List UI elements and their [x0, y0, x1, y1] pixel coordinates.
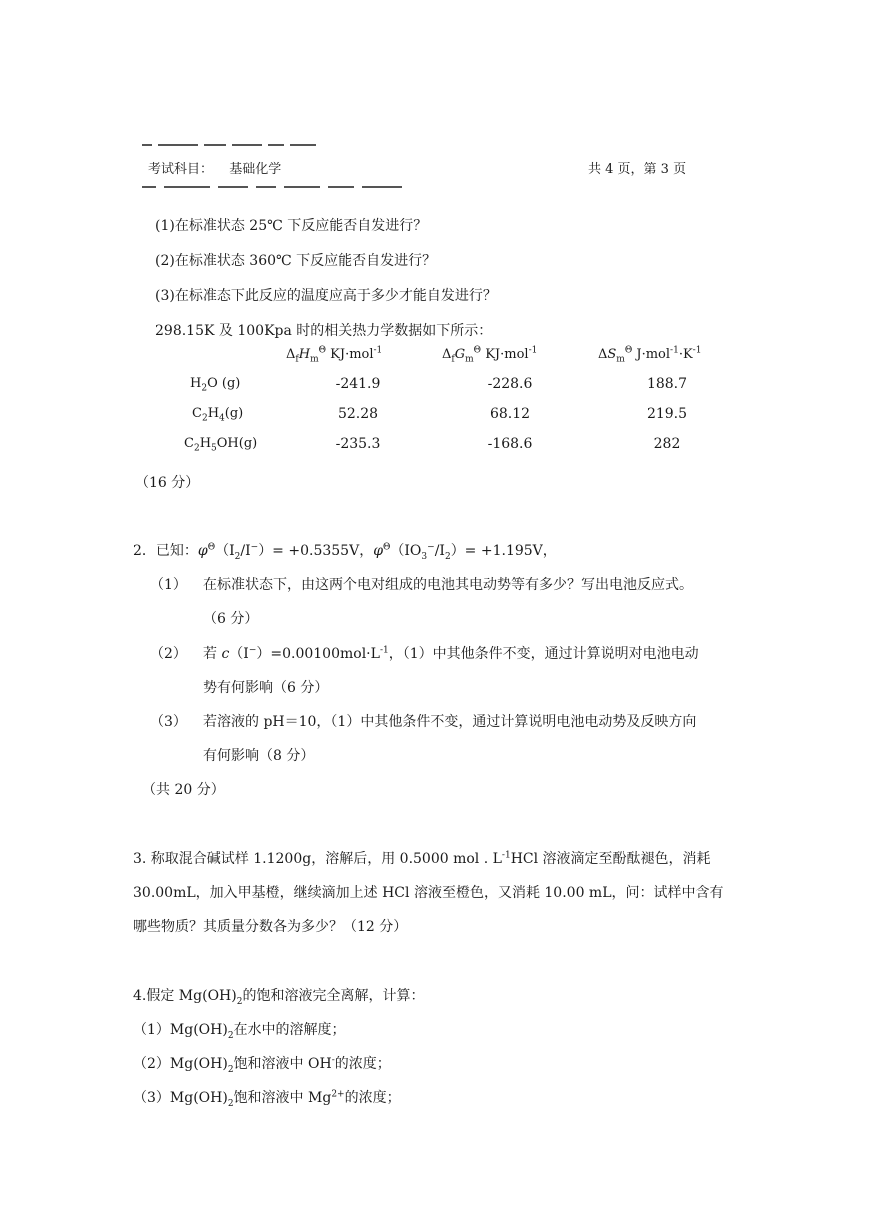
- q4-sub-1: $(1)Mg(OH)_2$在水中的溶解度；: [133, 1022, 346, 1041]
- table-cell: 219.5: [646, 406, 688, 422]
- q2-stem: 2．已知：$\varphi^\Theta(I_2/I^-)= +0.5355V$，$\varphi^\Theta(IO_3^-/I_2)= +1.195V$，: [133, 542, 557, 562]
- page-info: 共 4 页，第 3 页: [588, 162, 687, 177]
- table-col-header-gibbs: $\Delta_fG_m^\Theta$ KJ·mol$^{-1}$: [442, 345, 538, 365]
- table-species-c2h5oh: $C_2H_5OH(g)$: [184, 436, 258, 454]
- q2-item-number: （3）: [150, 714, 187, 730]
- q2-item-3-line-1: 若溶液的 pH＝10，（1）中其他条件不变，通过计算说明电池电动势及反映方向: [203, 714, 697, 730]
- table-cell: 52.28: [337, 406, 379, 422]
- table-cell: -235.3: [335, 436, 381, 452]
- q1-sub-3: (3)在标准态下此反应的温度应高于多少才能自发进行？: [155, 288, 497, 304]
- q2-total-score: （共 20 分）: [142, 782, 225, 798]
- table-cell: 68.12: [489, 406, 531, 422]
- q3-line-1: 3. 称取混合碱试样 1.1200g，溶解后，用 0.5000 mol . $L^{-1}HCl$ 溶液滴定至酚酞褪色，消耗: [133, 850, 711, 867]
- q3-line-2: 30.00mL，加入甲基橙，继续滴加上述 HCl 溶液至橙色，又消耗 10.00 mL，问：试样中含有: [133, 885, 724, 901]
- q1-sub-2: (2)在标准状态 360℃ 下反应能否自发进行？: [155, 253, 437, 269]
- q2-item-2-line-1: 若 $c(I^-)=0.00100mol\cdot L^{-1}$，（1）中其他条件不变，通过计算说明对电池电动: [203, 645, 699, 662]
- table-species-h2o: $H_2O$ (g): [190, 376, 241, 394]
- table-cell: 282: [653, 436, 681, 452]
- q2-item-1-line-1: 在标准状态下，由这两个电对组成的电池其电动势等有多少？写出电池反应式。: [203, 577, 693, 593]
- q4-sub-2: $(2)Mg(OH)_2$饱和溶液中 OH-的浓度；: [133, 1055, 391, 1075]
- table-cell: 188.7: [646, 376, 688, 392]
- table-col-header-enthalpy: $\Delta_fH_m^\Theta$ KJ·mol$^{-1}$: [286, 345, 383, 365]
- subject-label: 考试科目：: [148, 162, 214, 177]
- q4-sub-3: $(3)Mg(OH)_2$饱和溶液中 $Mg^{2+}$的浓度；: [133, 1089, 401, 1109]
- q2-item-number: （2）: [150, 646, 187, 662]
- q1-score: （16 分）: [135, 475, 200, 491]
- table-cell: -168.6: [487, 436, 533, 452]
- q2-item-number: （1）: [150, 577, 187, 593]
- clipped-text-remnant: [142, 180, 442, 190]
- q3-line-3: 哪些物质？其质量分数各为多少？（12 分）: [133, 919, 408, 935]
- table-cell: -228.6: [487, 376, 533, 392]
- table-cell: -241.9: [335, 376, 381, 392]
- q1-data-intro: 298.15K 及 100Kpa 时的相关热力学数据如下所示：: [155, 323, 493, 339]
- table-species-c2h4: $C_2H_4(g)$: [192, 406, 244, 424]
- exam-subject: [148, 158, 281, 177]
- table-col-header-entropy: $\Delta S_m^\Theta$ $J\cdot mol^{-1}\cdot K^{-1}$: [598, 345, 702, 365]
- q2-item-1-line-2: （6 分）: [203, 611, 259, 627]
- clipped-text-remnant: [142, 144, 352, 152]
- q2-item-2-line-2: 势有何影响（6 分）: [203, 680, 329, 696]
- subject-value: 基础化学: [229, 162, 282, 177]
- q1-sub-1: (1)在标准状态 25℃ 下反应能否自发进行？: [155, 218, 428, 234]
- q2-item-3-line-2: 有何影响（8 分）: [203, 748, 315, 764]
- q4-stem: 4.假定 $Mg(OH)_2$的饱和溶液完全离解，计算：: [133, 988, 425, 1007]
